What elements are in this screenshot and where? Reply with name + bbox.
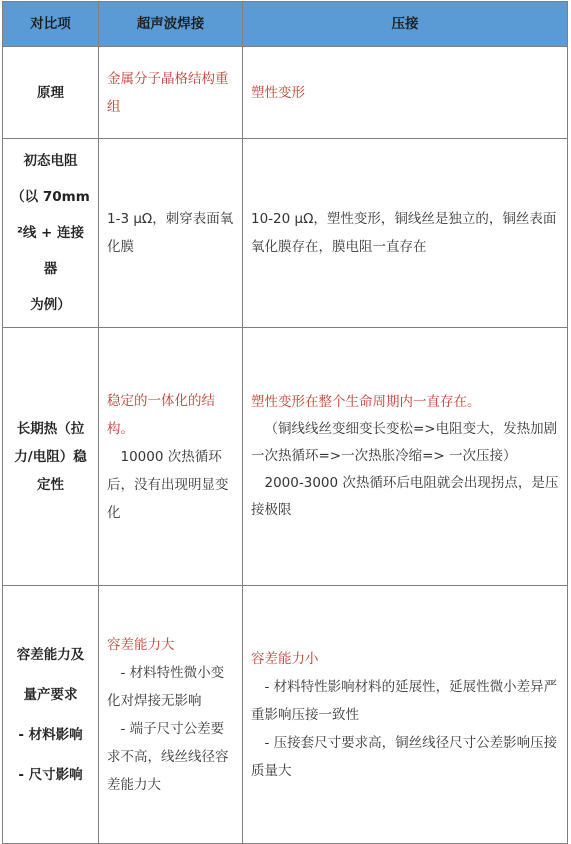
label-line: 力/电阻）稳 bbox=[14, 448, 87, 465]
cell-ultrasonic-principle bbox=[99, 47, 243, 139]
cell-crimp-stability bbox=[243, 328, 568, 586]
label-line: 长期热（拉 bbox=[16, 420, 85, 437]
row-label-long-term-stability bbox=[3, 328, 99, 586]
label-line: 原理 bbox=[37, 84, 64, 101]
cell-text: （铜线线丝变细变长变松=>电阻变大，发热加剧一次热循环=>一次热胀冷缩=> 一次压接） bbox=[251, 421, 558, 464]
cell-text: 2000-3000 次热循环后电阻就会出现拐点，是压接极限 bbox=[251, 475, 559, 518]
label-line: （以 70mm bbox=[11, 189, 90, 205]
label-line: - 材料影响 bbox=[18, 726, 83, 743]
cell-text: 容差能力小 bbox=[251, 650, 319, 667]
row-label-tolerance bbox=[3, 586, 99, 844]
cell-text: 10000 次热循环后，没有出现明显变化 bbox=[107, 448, 229, 521]
label-line: ²线 + 连接器 bbox=[16, 225, 85, 277]
header-row bbox=[3, 2, 568, 47]
comparison-table bbox=[2, 1, 568, 844]
table-row bbox=[3, 328, 568, 586]
header-ultrasonic-welding: 超声波焊接 bbox=[99, 2, 243, 47]
label-line: 容差能力及 bbox=[16, 646, 85, 663]
header-compare-item: 对比项 bbox=[3, 2, 99, 47]
cell-text: - 端子尺寸公差要求不高，线丝线径容差能力大 bbox=[107, 720, 229, 793]
table-row bbox=[3, 139, 568, 328]
label-line: 初态电阻 bbox=[23, 153, 78, 169]
cell-text: 容差能力大 bbox=[107, 636, 175, 653]
cell-text: 塑性变形在整个生命周期内一直存在。 bbox=[251, 394, 481, 410]
cell-text: - 材料特性影响材料的延展性，延展性微小差异严重影响压接一致性 bbox=[251, 678, 558, 723]
table-row bbox=[3, 47, 568, 139]
cell-text: - 压接套尺寸要求高，铜丝线径尺寸公差影响压接质量大 bbox=[251, 734, 558, 779]
table-row bbox=[3, 586, 568, 844]
cell-text: 1-3 μΩ，刺穿表面氧化膜 bbox=[107, 211, 234, 255]
cell-text: 金属分子晶格结构重组 bbox=[107, 70, 229, 115]
cell-ultrasonic-initial-resistance bbox=[99, 139, 243, 328]
cell-ultrasonic-tolerance bbox=[99, 586, 243, 844]
cell-crimp-principle bbox=[243, 47, 568, 139]
cell-text: 稳定的一体化的结构。 bbox=[107, 392, 215, 437]
cell-ultrasonic-stability bbox=[99, 328, 243, 586]
cell-text: - 材料特性微小变化对焊接无影响 bbox=[107, 664, 225, 709]
cell-text: 塑性变形 bbox=[251, 84, 305, 101]
row-label-initial-resistance bbox=[3, 139, 99, 328]
label-line: - 尺寸影响 bbox=[18, 766, 83, 783]
cell-crimp-tolerance bbox=[243, 586, 568, 844]
cell-text: 10-20 μΩ，塑性变形，铜线丝是独立的，铜丝表面氧化膜存在，膜电阻一直存在 bbox=[251, 211, 557, 255]
label-line: 量产要求 bbox=[23, 686, 78, 703]
label-line: 为例） bbox=[30, 297, 71, 313]
row-label-principle bbox=[3, 47, 99, 139]
header-crimping: 压接 bbox=[243, 2, 568, 47]
cell-crimp-initial-resistance bbox=[243, 139, 568, 328]
label-line: 定性 bbox=[37, 476, 64, 493]
